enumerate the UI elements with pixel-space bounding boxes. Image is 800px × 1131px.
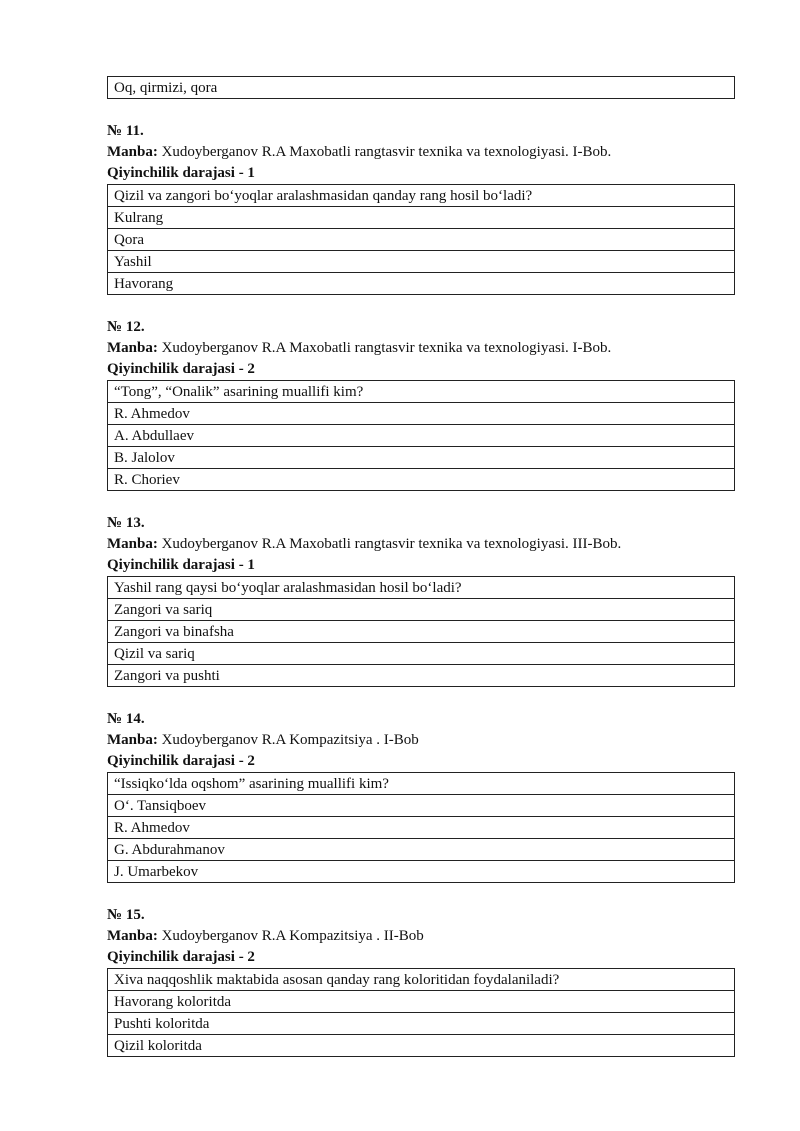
source-text: Xudoyberganov R.A Kompazitsiya . II-Bob (157, 928, 424, 944)
source-text: Xudoyberganov R.A Maxobatli rangtasvir texnika va texnologiyasi. I-Bob. (157, 340, 612, 356)
answer-table-top (107, 76, 735, 99)
difficulty-level: Qiyinchilik darajasi - 1 (107, 557, 255, 573)
table-row (108, 861, 735, 883)
answer-option: Zangori va sariq (108, 599, 735, 621)
source-text: Xudoyberganov R.A Maxobatli rangtasvir texnika va texnologiyasi. I-Bob. (157, 144, 612, 160)
table-row (108, 229, 735, 251)
question-block-11 (107, 121, 735, 295)
table-row (108, 207, 735, 229)
answer-option: Kulrang (108, 207, 735, 229)
table-row (108, 817, 735, 839)
table-row (108, 665, 735, 687)
table-row (108, 839, 735, 861)
answer-option: B. Jalolov (108, 447, 735, 469)
source-line (107, 730, 735, 751)
table-row (108, 425, 735, 447)
answer-option: R. Choriev (108, 469, 735, 491)
table-row (108, 969, 735, 991)
answer-option: Zangori va pushti (108, 665, 735, 687)
answer-option: R. Ahmedov (108, 403, 735, 425)
question-text: “Tong”, “Onalik” asarining muallifi kim? (108, 381, 735, 403)
question-table (107, 576, 735, 687)
answer-cell: Oq, qirmizi, qora (108, 77, 735, 99)
question-number: № 11. (107, 123, 144, 139)
table-row (108, 991, 735, 1013)
source-label: Manba: (107, 732, 158, 748)
answer-option: Zangori va binafsha (108, 621, 735, 643)
question-block-14 (107, 709, 735, 883)
source-line (107, 142, 735, 163)
table-row (108, 795, 735, 817)
question-number: № 13. (107, 515, 145, 531)
table-row (108, 773, 735, 795)
answer-option: Havorang koloritda (108, 991, 735, 1013)
table-row (108, 77, 735, 99)
source-text: Xudoyberganov R.A Maxobatli rangtasvir texnika va texnologiyasi. III-Bob. (157, 536, 622, 552)
table-row (108, 185, 735, 207)
question-number: № 15. (107, 907, 145, 923)
answer-option: R. Ahmedov (108, 817, 735, 839)
question-number: № 12. (107, 319, 145, 335)
source-label: Manba: (107, 144, 158, 160)
table-row (108, 1013, 735, 1035)
question-block-12 (107, 317, 735, 491)
source-label: Manba: (107, 536, 158, 552)
source-text: Xudoyberganov R.A Kompazitsiya . I-Bob (157, 732, 419, 748)
source-label: Manba: (107, 928, 158, 944)
answer-option: Qizil va sariq (108, 643, 735, 665)
question-block-15 (107, 905, 735, 1057)
difficulty-level: Qiyinchilik darajasi - 1 (107, 165, 255, 181)
table-row (108, 273, 735, 295)
question-table (107, 772, 735, 883)
difficulty-level: Qiyinchilik darajasi - 2 (107, 753, 255, 769)
question-table (107, 184, 735, 295)
table-row (108, 447, 735, 469)
table-row (108, 251, 735, 273)
answer-option: G. Abdurahmanov (108, 839, 735, 861)
table-row (108, 469, 735, 491)
document-page (107, 76, 735, 1057)
question-text: “Issiqko‘lda oqshom” asarining muallifi kim? (108, 773, 735, 795)
difficulty-level: Qiyinchilik darajasi - 2 (107, 949, 255, 965)
answer-option: Pushti koloritda (108, 1013, 735, 1035)
table-row (108, 1035, 735, 1057)
source-label: Manba: (107, 340, 158, 356)
question-table (107, 968, 735, 1057)
source-line (107, 534, 735, 555)
table-row (108, 381, 735, 403)
question-text: Xiva naqqoshlik maktabida asosan qanday rang koloritidan foydalaniladi? (108, 969, 735, 991)
table-row (108, 403, 735, 425)
question-text: Yashil rang qaysi bo‘yoqlar aralashmasidan hosil bo‘ladi? (108, 577, 735, 599)
table-row (108, 621, 735, 643)
answer-option: A. Abdullaev (108, 425, 735, 447)
question-table (107, 380, 735, 491)
answer-option: O‘. Tansiqboev (108, 795, 735, 817)
table-row (108, 599, 735, 621)
answer-option: J. Umarbekov (108, 861, 735, 883)
difficulty-level: Qiyinchilik darajasi - 2 (107, 361, 255, 377)
answer-option: Yashil (108, 251, 735, 273)
source-line (107, 926, 735, 947)
answer-option: Qizil koloritda (108, 1035, 735, 1057)
answer-option: Qora (108, 229, 735, 251)
source-line (107, 338, 735, 359)
question-number: № 14. (107, 711, 145, 727)
table-row (108, 577, 735, 599)
table-row (108, 643, 735, 665)
question-text: Qizil va zangori bo‘yoqlar aralashmasidan qanday rang hosil bo‘ladi? (108, 185, 735, 207)
question-block-13 (107, 513, 735, 687)
answer-option: Havorang (108, 273, 735, 295)
